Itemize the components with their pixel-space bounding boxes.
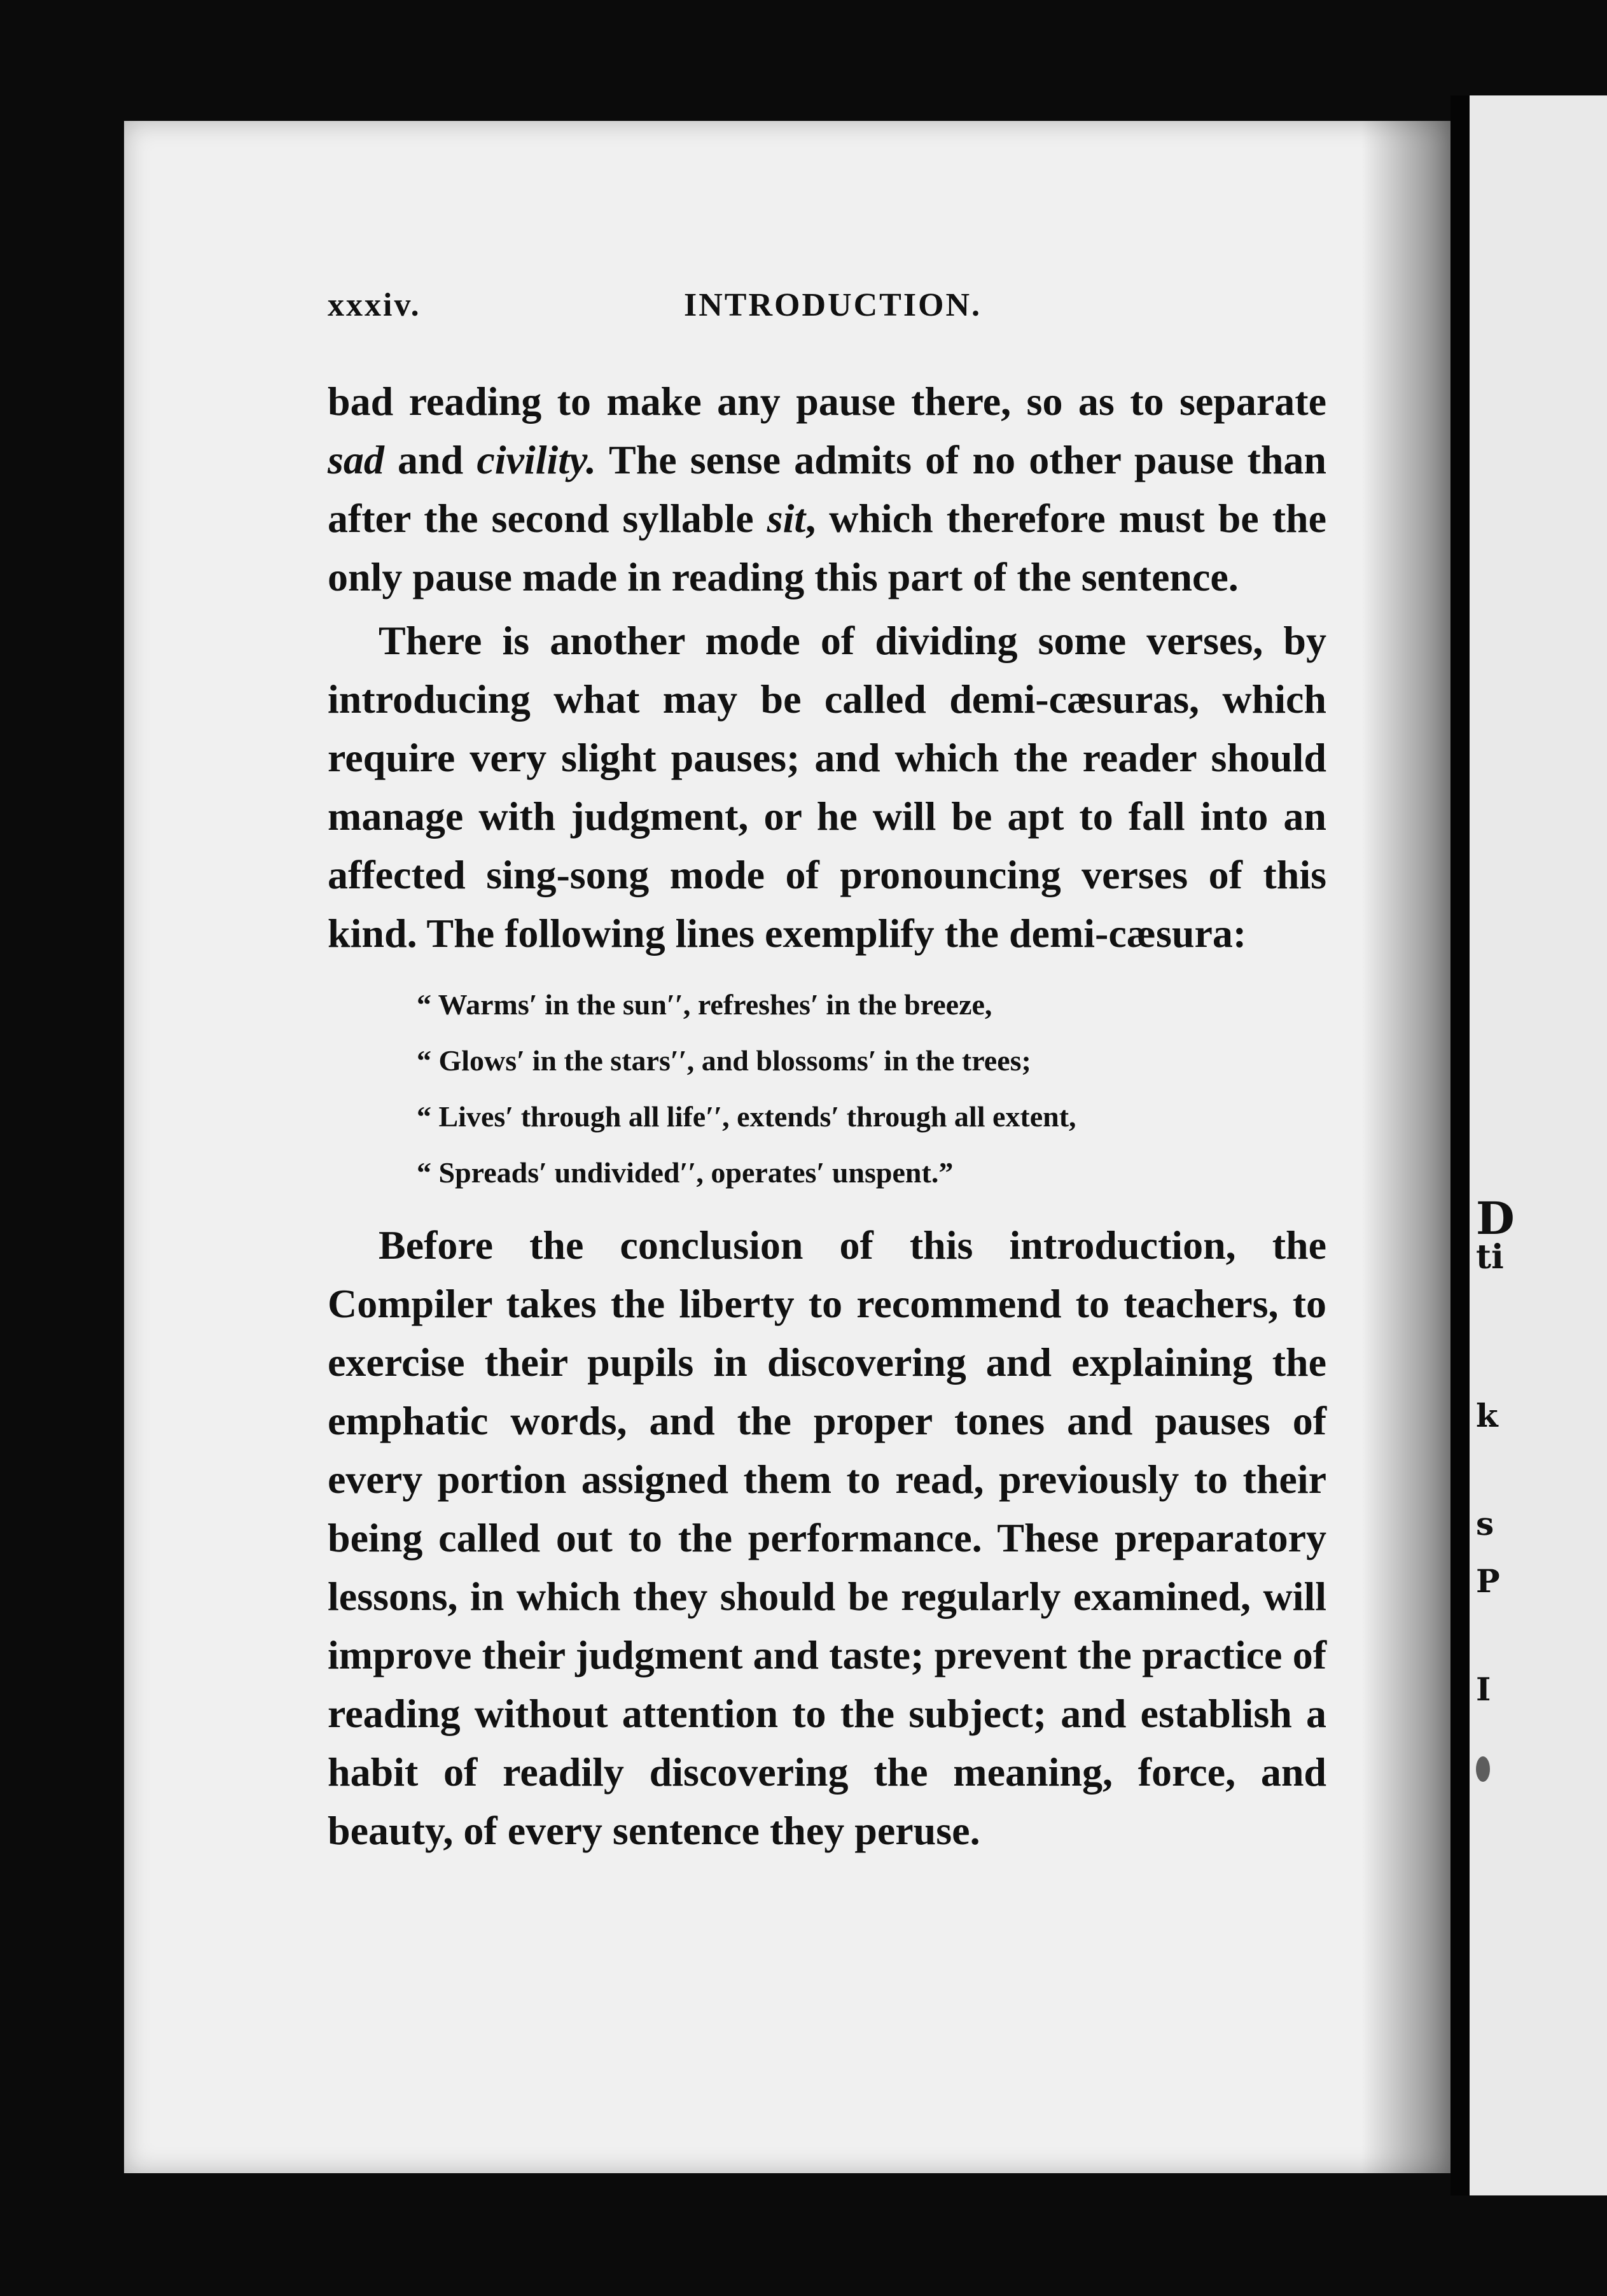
adjacent-page xyxy=(1470,95,1607,2195)
adjacent-page-fragment: k xyxy=(1476,1397,1498,1434)
verse-line: “ Lives′ through all life′′, extends′ through all extent, xyxy=(417,1100,1076,1133)
verse-line: “ Spreads′ undivided′′, operates′ unspent.” xyxy=(417,1156,954,1189)
text-run: bad reading to make any pause there, so as to separate xyxy=(328,379,1326,424)
adjacent-page-fragment: D xyxy=(1476,1192,1515,1245)
italic-word: sad xyxy=(328,437,384,482)
text-run: The sense admits of no other pause than after the second syllable xyxy=(328,437,1327,541)
text-run: , which therefore must be the only pause made in reading this part of the sentence. xyxy=(328,496,1327,599)
text-run: There is another mode of dividing some verses, by introducing what may be called demi-cæsuras, which require very slight pauses; and which the reader should manage with judgment, or he will be apt to fall into an affected sing-song mode of pronouncing verses of this kind. The following lines exemplify the demi-cæsura: xyxy=(328,618,1326,956)
verse-quotation xyxy=(328,977,1326,1201)
text-run: and xyxy=(384,437,477,482)
paragraph xyxy=(328,372,1326,606)
book-gutter xyxy=(1450,95,1470,2195)
italic-word: civility. xyxy=(477,437,597,482)
closing-paragraph: Before the conclusion of this introduction, the Compiler takes the liberty to recommend to teachers, to exercise their pupils in discovering and explaining the emphatic words, and the proper tones and pauses of every portion assigned them to read, previously to their being called out to the performance. These preparatory lessons, in which they should be regularly examined, will improve their judgment and taste; prevent the practice of reading without attention to the subject; and establish a habit of readily discovering the meaning, force, and beauty, of every sentence they peruse. xyxy=(328,1222,1326,1853)
page-edge-shadow xyxy=(1361,121,1450,2173)
ink-stain xyxy=(1476,1756,1490,1782)
verse-line: “ Glows′ in the stars′′, and blossoms′ in the trees; xyxy=(417,1044,1031,1077)
adjacent-page-fragment: P xyxy=(1476,1562,1500,1600)
page-number: xxxiv. xyxy=(328,287,421,323)
running-head: INTRODUCTION. xyxy=(684,287,982,323)
verse-line: “ Warms′ in the sun′′, refreshes′ in the breeze, xyxy=(417,988,992,1021)
body-text xyxy=(328,372,1326,1860)
adjacent-page-fragment: ti xyxy=(1476,1238,1504,1277)
italic-word: sit xyxy=(767,496,806,541)
adjacent-page-fragment: I xyxy=(1476,1670,1491,1708)
paragraph xyxy=(328,612,1326,963)
adjacent-page-fragment: s xyxy=(1476,1505,1494,1543)
